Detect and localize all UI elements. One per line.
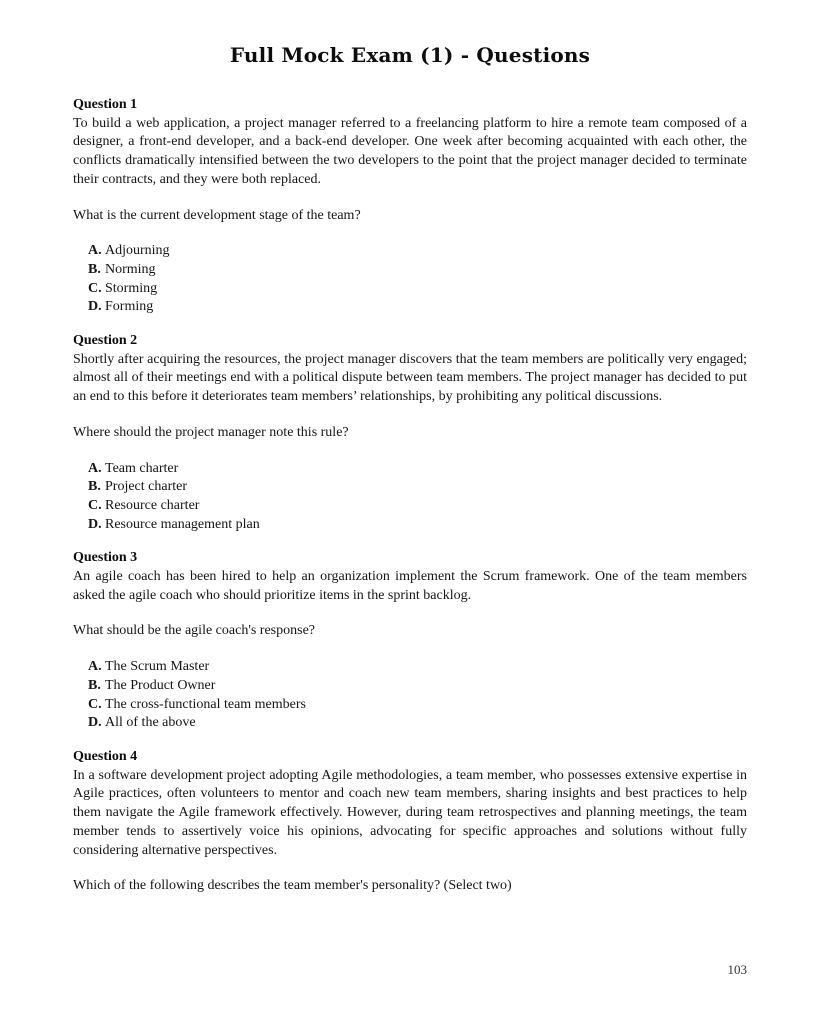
option-label: A. [88, 243, 102, 259]
option-label: B. [88, 677, 101, 693]
question-prompt: What should be the agile coach's response? [73, 623, 315, 639]
option-c [88, 497, 747, 516]
option-text: All of the above [105, 715, 196, 731]
option-b [88, 261, 747, 280]
question-body: An agile coach has been hired to help an organization implement the Scrum framework. One of the team members asked the agile coach who should prioritize items in the sprint backlog. [73, 569, 747, 603]
options-list [88, 658, 747, 733]
option-c [88, 280, 747, 299]
question-body: To build a web application, a project manager referred to a freelancing platform to hire a remote team composed of a designer, a front-end developer, and a back-end developer. One week after becoming acquainted with each other, the conflicts dramatically intensified between the two developers to the point that the project manager decided to terminate their contracts, and they were both replaced. [73, 115, 747, 187]
option-label: D. [88, 516, 102, 532]
option-text: The cross-functional team members [105, 696, 306, 712]
option-label: B. [88, 479, 101, 495]
option-label: D. [88, 715, 102, 731]
option-d [88, 714, 747, 733]
page-number: 103 [727, 962, 747, 978]
option-a [88, 242, 747, 261]
page-title: Full Mock Exam (1) - Questions [229, 43, 591, 67]
option-text: The Scrum Master [105, 659, 210, 675]
question-heading: Question 2 [73, 333, 138, 349]
option-text: The Product Owner [105, 677, 216, 693]
option-label: A. [88, 460, 102, 476]
option-label: A. [88, 659, 102, 675]
option-label: B. [88, 261, 101, 277]
option-a [88, 460, 747, 479]
question-prompt: What is the current development stage of the team? [73, 207, 361, 223]
options-list [88, 460, 747, 535]
option-a [88, 658, 747, 677]
question-body: Shortly after acquiring the resources, the project manager discovers that the team members are politically very engaged; almost all of their meetings end with a political dispute between team members. The project manager has decided to put an end to this before it deteriorates team members’ relationships, by prohibiting any political discussions. [73, 351, 747, 405]
option-label: D. [88, 299, 102, 315]
option-text: Forming [105, 299, 154, 315]
option-b [88, 478, 747, 497]
option-text: Resource charter [105, 497, 200, 513]
question-body: In a software development project adopting Agile methodologies, a team member, who possesses extensive expertise in Agile practices, often volunteers to mentor and coach new team members, sharing insights and best practices to help them navigate the Agile framework effectively. However, during team retrospectives and planning meetings, the team member tends to assertively voice his opinions, advocating for specific approaches and solutions without fully considering alternative perspectives. [73, 767, 747, 858]
option-text: Resource management plan [105, 516, 260, 532]
option-text: Storming [105, 280, 158, 296]
options-list [88, 242, 747, 317]
option-label: C. [88, 497, 102, 513]
question-heading: Question 3 [73, 550, 138, 566]
option-text: Norming [105, 261, 156, 277]
question-prompt: Which of the following describes the team member's personality? (Select two) [73, 878, 512, 894]
question-4 [73, 748, 747, 896]
option-d [88, 298, 747, 317]
option-b [88, 677, 747, 696]
option-d [88, 516, 747, 535]
question-1 [73, 96, 747, 317]
option-text: Team charter [105, 460, 179, 476]
option-c [88, 696, 747, 715]
option-text: Project charter [105, 479, 188, 495]
option-text: Adjourning [105, 243, 170, 259]
question-heading: Question 4 [73, 748, 138, 764]
question-3 [73, 549, 747, 733]
question-heading: Question 1 [73, 97, 138, 112]
option-label: C. [88, 280, 102, 296]
question-prompt: Where should the project manager note this rule? [73, 424, 349, 440]
option-label: C. [88, 696, 102, 712]
question-2 [73, 332, 747, 534]
